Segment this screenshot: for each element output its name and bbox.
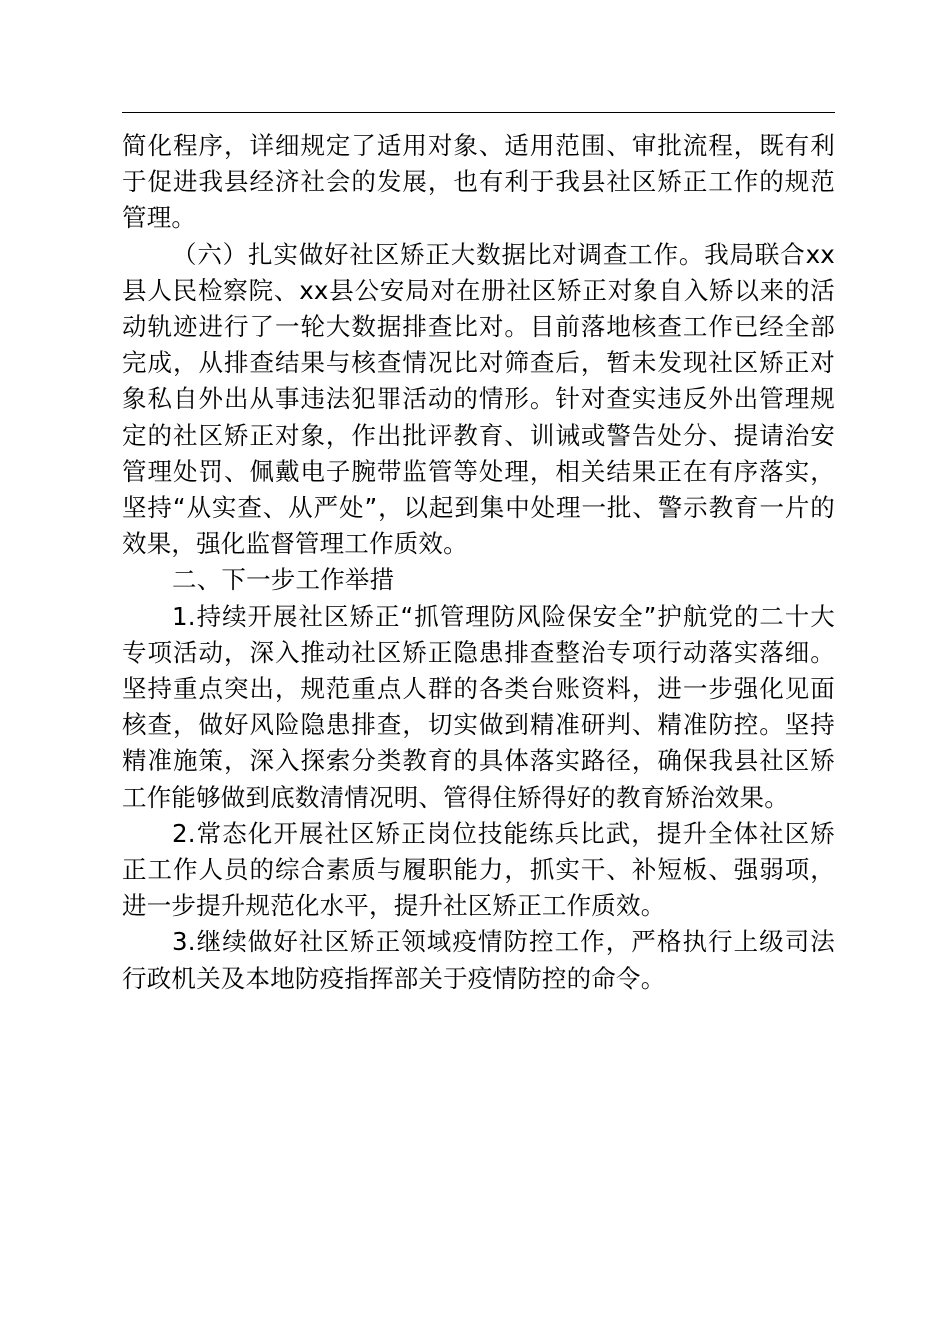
section-heading-next-steps: 二、下一步工作举措 (172, 565, 395, 595)
paragraph-continuation: 简化程序，详细规定了适用对象、适用范围、审批流程，既有利于促进我县经济社会的发展，也有利于我县社区矫正工作的规范管理。 (122, 131, 835, 233)
paragraph-big-data-check: （六）扎实做好社区矫正大数据比对调查工作。我局联合xx县人民检察院、xx县公安局对在册社区矫正对象自入矫以来的活动轨迹进行了一轮大数据排查比对。目前落地核查工作已经全部完成，从排查结果与核查情况比对筛查后，暂未发现社区矫正对象私自外出从事违法犯罪活动的情形。针对查实违反外出管理规定的社区矫正对象，作出批评教育、训诫或警告处分、提请治安管理处罚、佩戴电子腕带监管等处理，相关结果正在有序落实，坚持“从实查、从严处”，以起到集中处理一批、警示教育一片的效果，强化监督管理工作质效。 (122, 239, 835, 559)
header-rule (122, 112, 835, 113)
paragraph-measure-1: 1.持续开展社区矫正“抓管理防风险保安全”护航党的二十大专项活动，深入推动社区矫正隐患排查整治专项行动落实落细。坚持重点突出，规范重点人群的各类台账资料，进一步强化见面核查，做好风险隐患排查，切实做到精准研判、精准防控。坚持精准施策，深入探索分类教育的具体落实路径，确保我县社区矫工作能够做到底数清情况明、管得住矫得好的教育矫治效果。 (122, 601, 835, 812)
document-body (122, 128, 835, 997)
paragraph-measure-2: 2.常态化开展社区矫正岗位技能练兵比武，提升全体社区矫正工作人员的综合素质与履职能力，抓实干、补短板、强弱项，进一步提升规范化水平，提升社区矫正工作质效。 (122, 818, 835, 921)
paragraph-measure-3: 3.继续做好社区矫正领域疫情防控工作，严格执行上级司法行政机关及本地防疫指挥部关于疫情防控的命令。 (122, 927, 835, 993)
